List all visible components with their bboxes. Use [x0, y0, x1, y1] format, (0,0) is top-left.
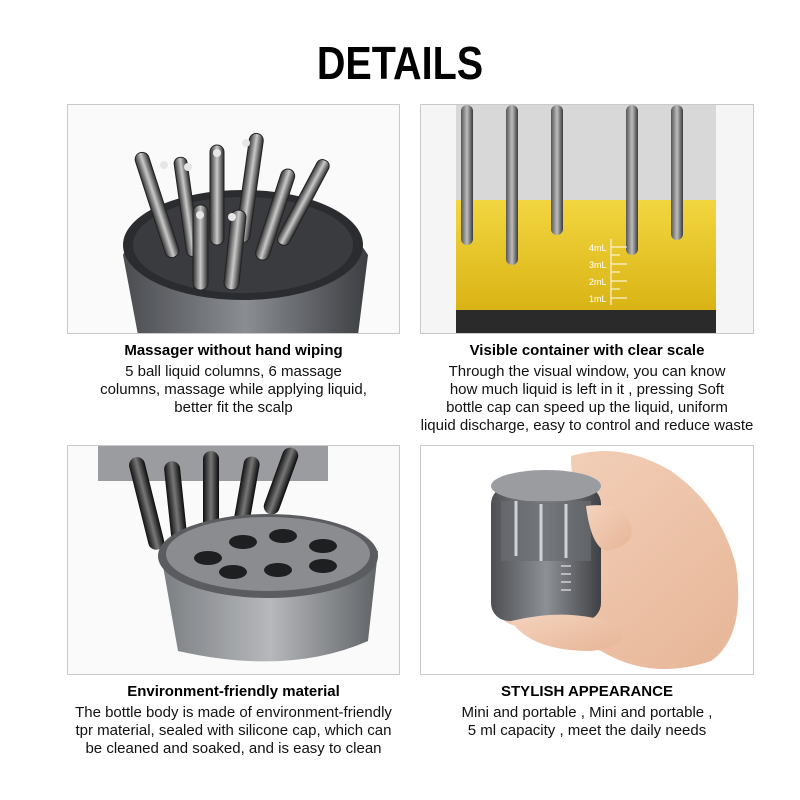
- caption-heading: STYLISH APPEARANCE: [501, 683, 673, 700]
- massager-head-image: [67, 104, 400, 334]
- caption-line: tpr material, sealed with silicone cap, which can: [75, 722, 392, 739]
- hand-holding-bottle-image: [420, 445, 754, 675]
- caption-line: liquid discharge, easy to control and reduce waste: [420, 417, 754, 434]
- caption-body: [57, 704, 410, 758]
- caption-environment: [57, 683, 410, 758]
- scale-window-image: [420, 104, 754, 334]
- caption-visible-container: [400, 342, 774, 435]
- caption-line: bottle cap can speed up the liquid, uniform: [446, 399, 728, 416]
- caption-stylish: [410, 683, 764, 740]
- caption-body: [410, 704, 764, 740]
- scale-label: 2mL: [589, 277, 607, 287]
- caption-massager: [67, 342, 400, 417]
- scale-label: 4mL: [589, 243, 607, 253]
- caption-heading: Environment-friendly material: [127, 683, 340, 700]
- caption-line: be cleaned and soaked, and is easy to clean: [85, 740, 382, 757]
- caption-body: [400, 363, 774, 435]
- caption-line: how much liquid is left in it , pressing Soft: [449, 381, 725, 398]
- caption-line: 5 ball liquid columns, 6 massage: [125, 363, 342, 380]
- caption-line: The bottle body is made of environment-friendly: [75, 704, 392, 721]
- scale-label: 3mL: [589, 260, 607, 270]
- caption-heading: Visible container with clear scale: [469, 342, 705, 359]
- scale-label: 1mL: [589, 294, 607, 304]
- bottle-base-image: [67, 445, 400, 675]
- caption-line: better fit the scalp: [174, 399, 293, 416]
- page-title: DETAILS: [316, 37, 484, 89]
- caption-line: 5 ml capacity , meet the daily needs: [467, 722, 707, 739]
- caption-heading: Massager without hand wiping: [124, 342, 343, 359]
- caption-body: [67, 363, 400, 417]
- caption-line: Through the visual window, you can know: [448, 363, 726, 380]
- caption-line: Mini and portable , Mini and portable ,: [461, 704, 713, 721]
- caption-line: columns, massage while applying liquid,: [100, 381, 367, 398]
